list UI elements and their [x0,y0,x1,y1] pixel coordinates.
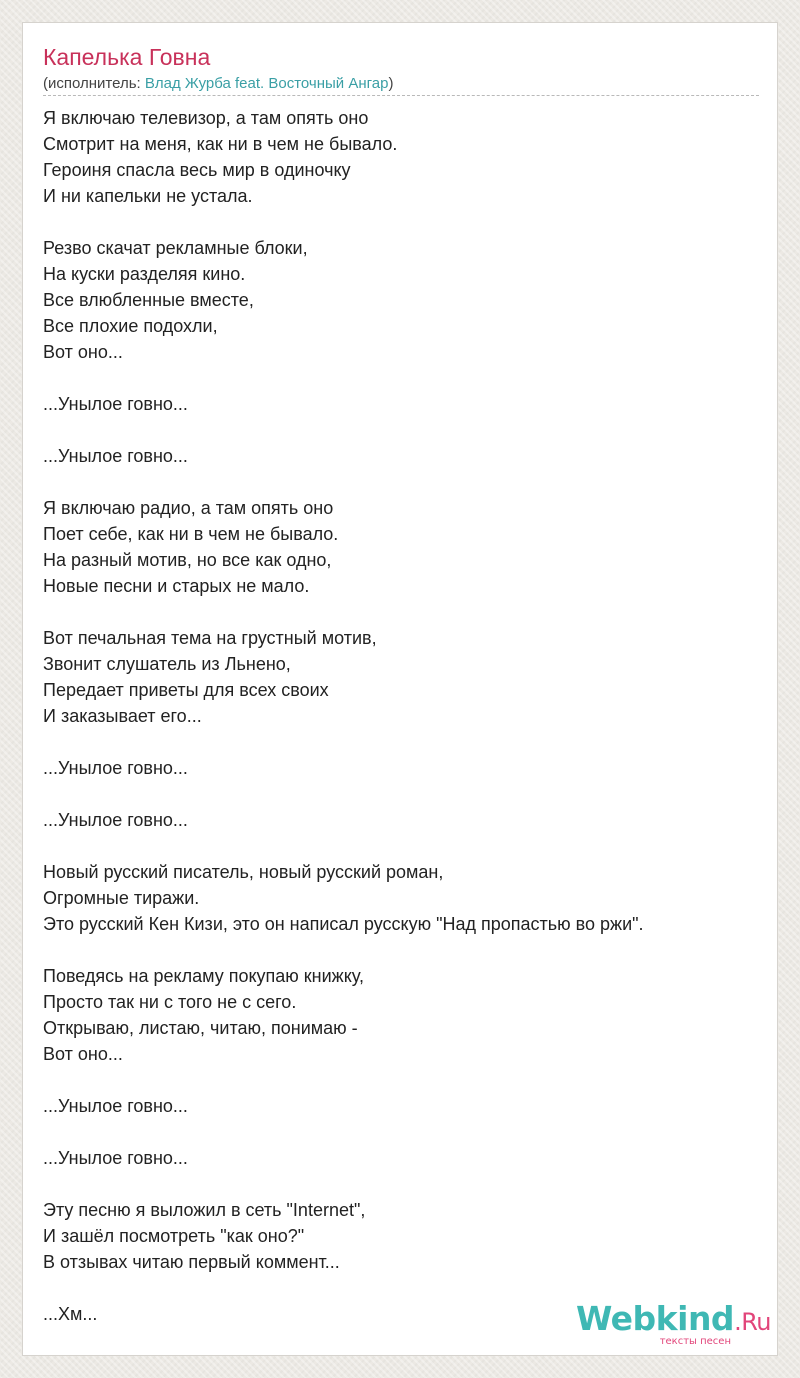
lyric-blank-line [43,469,759,495]
song-title: Капелька Говна [43,44,211,70]
lyric-line: И зашёл посмотреть "как оно?" [43,1226,305,1246]
lyric-line: ...Унылое говно... [43,758,188,778]
lyric-line: Открываю, листаю, читаю, понимаю - [43,1018,358,1038]
lyric-line: ...Унылое говно... [43,810,188,830]
lyric-line: Все плохие подохли, [43,316,218,336]
lyric-blank-line [43,1119,759,1145]
lyric-line: Вот оно... [43,342,123,362]
lyric-blank-line [43,1275,759,1301]
lyric-blank-line [43,833,759,859]
lyric-line: ...Унылое говно... [43,1096,188,1116]
lyric-line: ...Хм... [43,1304,98,1324]
lyric-line: Новые песни и старых не мало. [43,576,310,596]
artist-line [43,74,759,96]
lyric-line: В отзывах читаю первый коммент... [43,1252,340,1272]
lyric-line: Поведясь на рекламу покупаю книжку, [43,966,364,986]
lyric-blank-line [43,1067,759,1093]
lyric-line: Смотрит на меня, как ни в чем не бывало. [43,134,398,154]
lyric-blank-line [43,937,759,963]
lyric-line: Передает приветы для всех своих [43,680,329,700]
lyric-line: ...Унылое говно... [43,394,188,414]
artist-link[interactable]: Влад Журба feat. Восточный Ангар [144,75,389,92]
lyric-line: Звонит слушатель из Льнено, [43,654,291,674]
lyric-blank-line [43,209,759,235]
lyric-line: ...Унылое говно... [43,446,188,466]
lyric-line: Я включаю телевизор, а там опять оно [43,108,369,128]
lyric-line: Это русский Кен Кизи, это он написал русскую "Над пропастью во ржи". [43,914,644,934]
lyric-line: Эту песню я выложил в сеть "Internet", [43,1200,366,1220]
logo-tld: .Ru [734,1308,771,1336]
lyric-blank-line [43,729,759,755]
lyric-line: И ни капельки не устала. [43,186,253,206]
lyric-line: Я включаю радио, а там опять оно [43,498,334,518]
lyric-line: Вот оно... [43,1044,123,1064]
lyric-line: Просто так ни с того не с сего. [43,992,297,1012]
lyric-line: Резво скачат рекламные блоки, [43,238,308,258]
webkind-logo[interactable] [575,1299,771,1347]
lyric-line: Поет себе, как ни в чем не бывало. [43,524,339,544]
lyric-line: Все влюбленные вместе, [43,290,254,310]
lyric-blank-line [43,781,759,807]
logo-wordmark [575,1299,771,1339]
logo-main-text: Webkind [575,1299,735,1338]
artist-suffix: ) [388,75,394,92]
lyric-blank-line [43,599,759,625]
lyric-blank-line [43,417,759,443]
artist-prefix: (исполнитель: [43,75,145,92]
lyric-line: Вот печальная тема на грустный мотив, [43,628,377,648]
lyric-blank-line [43,1171,759,1197]
lyric-line: И заказывает его... [43,706,202,726]
lyric-line: На куски разделяя кино. [43,264,246,284]
lyric-line: На разный мотив, но все как одно, [43,550,332,570]
lyrics-body [43,105,759,1327]
lyric-line: Огромные тиражи. [43,888,200,908]
lyric-line: Героиня спасла весь мир в одиночку [43,160,351,180]
lyric-line: ...Унылое говно... [43,1148,188,1168]
logo-tagline: тексты песен [659,1336,731,1347]
lyric-blank-line [43,365,759,391]
lyric-line: Новый русский писатель, новый русский роман, [43,862,444,882]
lyrics-card [22,22,778,1356]
